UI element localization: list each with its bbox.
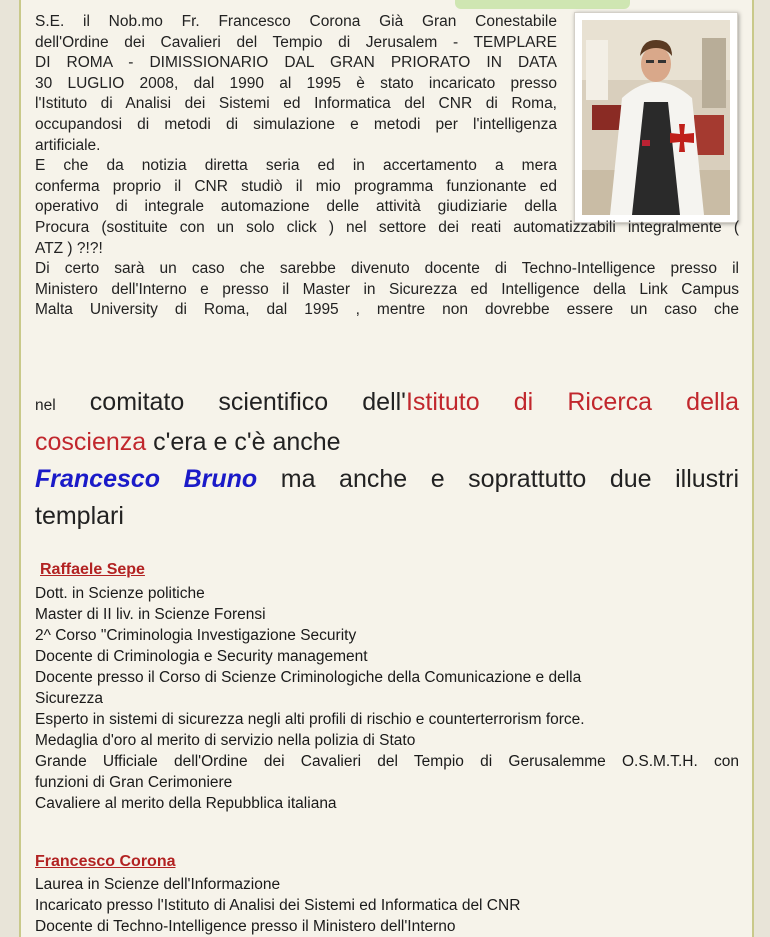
top-tab-decoration [455, 0, 630, 9]
intro-line: operativo di integrale automazione delle attività giudiziarie della [35, 198, 557, 216]
name-raffaele-sepe[interactable]: Raffaele Sepe [40, 561, 145, 578]
list-item: Incaricato presso l'Istituto di Analisi dei Sistemi ed Informatica del CNR [35, 897, 521, 914]
word-nel: nel [35, 397, 56, 414]
list-item: Medaglia d'oro al merito di servizio nella polizia di Stato [35, 732, 416, 749]
list-item: Dott. in Scienze politiche [35, 585, 205, 602]
name-francesco-corona[interactable]: Francesco Corona [35, 853, 176, 870]
intro-line: E che da notizia diretta seria ed in accertamento a mera [35, 157, 557, 175]
word-di: di [513, 388, 534, 416]
corona-heading [35, 853, 739, 871]
list-item: Esperto in sistemi di sicurezza negli alti profili di rischio e counterterrorism force. [35, 711, 585, 728]
highlight-line-4: templari [35, 502, 124, 530]
intro-line: artificiale. [35, 136, 101, 154]
phrase-cera: c'era e c'è anche [153, 428, 341, 456]
list-item: Master di II liv. in Scienze Forensi [35, 606, 266, 623]
list-item: Docente di Criminologia e Security management [35, 648, 368, 665]
word-ricerca: Ricerca [567, 388, 653, 416]
sepe-list [35, 583, 739, 814]
list-item: 2^ Corso "Criminologia Investigazione Security [35, 627, 357, 644]
intro-line: Malta University di Roma, dal 1995 , mentre non dovrebbe essere un caso che [35, 301, 739, 319]
phrase-ma-anche: ma anche e soprattutto due illustri [280, 465, 740, 493]
sepe-heading [40, 561, 744, 579]
list-item: Grande Ufficiale dell'Ordine dei Cavalieri del Tempio di Gerusalemme O.S.M.T.H. con [35, 753, 739, 770]
highlight-paragraph [35, 384, 739, 535]
word-coscienza: coscienza [35, 428, 147, 456]
intro-line: DI ROMA - DIMISSIONARIO DAL GRAN PRIORATO IN DATA [35, 54, 557, 72]
intro-line: S.E. il Nob.mo Fr. Francesco Corona Già Gran Conestabile [35, 13, 557, 30]
highlight-line-3 [35, 461, 739, 498]
word-comitato: comitato [89, 388, 185, 416]
word-scientifico: scientifico [218, 388, 329, 416]
highlight-line-1 [35, 384, 739, 424]
list-item: Docente di Techno-Intelligence presso il Ministero dell'Interno [35, 918, 456, 935]
list-item: Cavaliere al merito della Repubblica italiana [35, 795, 337, 812]
word-della: della [686, 388, 739, 416]
intro-line: l'Istituto di Analisi dei Sistemi ed Informatica del CNR di Roma, [35, 95, 557, 113]
intro-line: dell'Ordine dei Cavalieri del Tempio di Jerusalem - TEMPLARE [35, 33, 557, 51]
intro-line: occupandosi di metodi di simulazione e metodi per l'intelligenza [35, 115, 557, 133]
word-istituto: Istituto [405, 388, 480, 416]
highlight-line-2 [35, 424, 739, 461]
list-item: funzioni di Gran Cerimoniere [35, 774, 233, 791]
corona-list [35, 874, 739, 937]
list-item: Laurea in Scienze dell'Informazione [35, 876, 281, 893]
intro-line: Procura (sostituite con un solo click ) nel settore dei reati automatizzabili integralmente ( [35, 218, 739, 236]
list-item: Sicurezza [35, 690, 104, 707]
intro-line: Ministero dell'Interno e presso il Master in Sicurezza ed Intelligence della Link Campus [35, 280, 739, 298]
intro-line: 30 LUGLIO 2008, dal 1990 al 1995 è stato incaricato presso [35, 74, 557, 92]
name-francesco-bruno: Francesco Bruno [35, 465, 258, 493]
intro-line: conferma proprio il CNR studiò il mio programma funzionante ed [35, 177, 557, 195]
intro-paragraph [35, 12, 739, 321]
list-item: Docente presso il Corso di Scienze Criminologiche della Comunicazione e della [35, 669, 582, 686]
intro-line: Di certo sarà un caso che sarebbe divenuto docente di Techno-Intelligence presso il [35, 260, 739, 278]
word-dell: dell' [362, 388, 406, 416]
intro-line: ATZ ) ?!?! [35, 239, 103, 257]
